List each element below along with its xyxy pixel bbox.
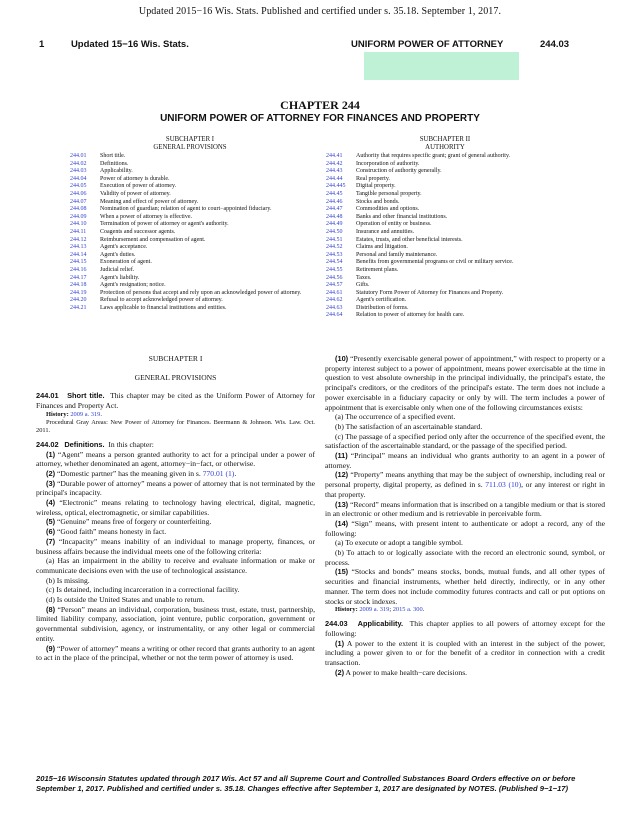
toc-section-link[interactable]: 244.10 [70,221,87,228]
definition-7c: (c) Is detained, including incarceration in a correctional facility. [46,585,240,595]
definition-7a: (a) Has an impairment in the ability to receive and evaluate information or make or communicate decisions even with the use of technological assistance. [36,556,315,575]
body-column-right [325,354,605,678]
toc-entry [70,237,315,245]
running-header-left [39,39,189,50]
section-number: 244.03 [325,619,348,629]
toc-section-link[interactable]: 244.43 [326,168,343,175]
toc-section-title: Power of attorney is durable. [100,175,170,182]
definition-text: “Principal” means an individual who grants authority to an agent in a power of attorney. [325,451,605,470]
toc-entry [326,229,576,237]
toc-section-link[interactable]: 244.54 [326,259,343,266]
body-column-left [36,354,315,663]
toc-entry [70,168,315,176]
definition-text: “Record” means information that is inscribed on a tangible medium or that is stored in an electronic or other medium and is retrievable in perceivable form. [325,499,605,519]
running-header-section: 244.03 [540,39,570,50]
toc-section-title: Relation to power of attorney for health care. [356,312,465,319]
toc-section-title: Agent's resignation; notice. [100,282,166,289]
definition-2: (2) “Domestic partner” has the meaning given in s. 770.01 (1). [46,468,237,478]
toc-section-title: Commodities and options. [356,206,420,213]
toc-section-title: Agent's certification. [356,297,407,304]
toc-sub2-title: SUBCHAPTER II [419,136,471,143]
toc-section-link[interactable]: 244.12 [70,236,87,243]
toc-entry [326,312,576,320]
definition-11 [325,451,605,470]
toc-entry [70,244,315,252]
applicability-text: A power to the extent it is coupled with an interest in the subject of the power, including a power given to or for the benefit of a creditor in connection with a credit transaction. [325,638,605,668]
history-label: History: [335,606,358,614]
annotation-note: Procedural Gray Areas: New Power of Attorney for Finances. Beermann & Johnson. Wis. Law. Oct. 2011. [36,418,315,434]
toc-section-title: Laws applicable to financial institutions and entities. [100,304,227,311]
definition-14a: (a) To execute or adopt a tangible symbol. [335,538,463,548]
section-number: 244.01 [36,391,59,401]
section-244-02 [36,440,315,450]
definition-7b: (b) Is missing. [46,575,90,585]
toc-section-title: Stocks and bonds. [356,198,400,205]
statute-link[interactable]: 711.03 (10) [485,480,522,490]
toc-entry [70,305,315,313]
definition-text: “Durable power of attorney” means a power of attorney that is not terminated by the principal's incapacity. [36,478,315,498]
toc-entry [70,259,315,267]
toc-section-link[interactable]: 244.06 [70,190,87,197]
highlight-box [364,52,519,80]
toc-section-link[interactable]: 244.20 [70,297,87,304]
toc-entry [70,221,315,229]
definition-text: “Good faith” means honesty in fact. [56,527,167,537]
toc-section-link[interactable]: 244.53 [326,251,343,258]
definition-text-tail: , or any interest or right in that property. [325,480,605,499]
sub-number: (2) [46,468,56,478]
toc-section-link[interactable]: 244.09 [70,213,87,220]
toc-sub1-title: SUBCHAPTER I [165,136,215,143]
toc-section-title: Distribution of forms. [356,304,409,311]
definition-text: “Power of attorney” means a writing or other record that grants authority to an agent to act in the place of the principal, whether or not the term power of attorney is used. [36,643,315,663]
section-title: Applicability. [357,619,404,629]
sub-number: (14) [335,518,349,528]
toc-section-title: Agent's duties. [100,251,136,258]
toc-section-title: Operation of entity or business. [356,221,432,228]
sub-number: (10) [335,354,349,363]
toc-entry [326,282,576,290]
toc-section-link[interactable]: 244.03 [70,168,87,175]
toc-entry [326,297,576,305]
top-banner: Updated 2015−16 Wis. Stats. Published and certified under s. 35.18. September 1, 2017. [138,6,502,17]
toc-section-title: Gifts. [356,282,370,289]
history-link[interactable]: 2015 a. 300 [392,606,423,614]
history-note: History: 2009 a. 319. [46,410,102,418]
toc-section-link[interactable]: 244.61 [326,289,343,296]
toc-section-title: Short title. [100,153,126,159]
definition-text: “Stocks and bonds” means stocks, bonds, mutual funds, and all other types of securities and financial instruments, whether held directly, indirectly, or in any other manner. The term does not include commodity futures contracts and call or put options on stocks or stock indexes. [325,567,605,606]
toc-section-link[interactable]: 244.16 [70,266,87,273]
definition-10b: (b) The satisfaction of an ascertainable standard. [335,421,483,431]
toc-section-title: Nomination of guardian; relation of agent to court−appointed fiduciary. [100,206,272,213]
definition-5 [36,517,315,527]
toc-section-link[interactable]: 244.55 [326,266,343,273]
toc-entry [326,153,576,161]
sub-number: (6) [46,527,56,537]
toc-list-subchapter-2 [326,153,576,320]
toc-entry [70,183,315,191]
toc-entry [326,237,576,245]
section-title: Short title. [67,391,105,401]
toc-section-link[interactable]: 244.11 [70,228,87,235]
toc-entry [326,275,576,283]
toc-section-title: Authority that requires specific grant; grant of general authority. [356,153,511,159]
toc-section-title: When a power of attorney is effective. [100,213,193,220]
definition-10 [325,354,605,412]
section-244-01 [36,391,315,410]
toc-section-link[interactable]: 244.41 [326,153,343,159]
history-link[interactable]: 2009 a. 319 [359,606,390,614]
toc-section-title: Estates, trusts, and other beneficial interests. [356,236,463,243]
sub-number: (12) [335,470,349,480]
toc-section-title: Refusal to accept acknowledged power of attorney. [100,297,223,304]
toc-section-title: Validity of power of attorney. [100,190,171,197]
sub-number: (7) [46,536,56,546]
sub-number: (1) [335,638,345,648]
toc-section-title: Digital property. [356,183,396,190]
toc-section-title: Taxes. [356,274,372,281]
definition-6 [36,527,315,537]
toc-section-title: Definitions. [100,160,129,167]
toc-section-title: Exoneration of agent. [100,259,152,266]
toc-section-link[interactable]: 244.63 [326,304,343,311]
toc-section-title: Tangible personal property. [356,190,422,197]
toc-entry [70,267,315,275]
toc-entry [326,206,576,214]
toc-section-title: Reimbursement and compensation of agent. [100,236,206,243]
definition-13 [325,500,605,519]
toc-entry [326,168,576,176]
section-title: Definitions. [64,439,105,449]
chapter-title: CHAPTER 244 [280,98,360,112]
sub-number: (3) [46,478,56,488]
toc-entry [326,267,576,275]
toc-section-link[interactable]: 244.44 [326,175,343,182]
toc-entry [70,206,315,214]
definition-15 [325,567,605,606]
definition-9 [36,644,315,663]
toc-section-title: Judicial relief. [100,266,135,273]
definition-12 [325,470,605,499]
definition-14 [325,519,605,538]
page-footer: 2015−16 Wisconsin Statutes updated through 2017 Wis. Act 57 and all Supreme Court and Controlled Substances Board Orders effective on or before September 1, 2017. Published and certified under s. 35.18. Changes effective after September 1, 2017 are designated by NOTES. (Published 9−1−17) [36,774,576,793]
definition-8 [36,605,315,644]
sub-number: (5) [46,517,56,527]
toc-entry [326,244,576,252]
definition-7d: (d) Is outside the United States and unable to return. [46,595,205,605]
definition-text: “Person” means an individual, corporation, business trust, estate, trust, partnership, limited liability company, association, joint venture, public corporation, government or governmental subdivision, agency, or instrumentality, or any other legal or commercial entity. [36,604,316,643]
section-text: This chapter may be cited as the Uniform Power of Attorney for Finances and Property Act. [36,391,316,411]
definition-3 [36,479,315,498]
definition-text: “Incapacity” means inability of an individual to manage property, finances, or business affairs because the individual meets one of the following criteria: [36,536,315,556]
toc-section-title: Coagents and successor agents. [100,228,176,235]
toc-entry [326,199,576,207]
sub-number: (15) [335,567,349,577]
toc-section-link[interactable]: 244.62 [326,297,343,304]
definition-text: “Presently exercisable general power of appointment,” with respect to property or a property interest subject to a power of appointment, means power exercisable at the time in question to vest absolute ownership in the principal individually, the principal's estate, the principal's creditors, or the creditors of the principal's estate. The term does not include a power exercisable in a fiduciary capacity or only by will. The term includes a power of appointment that is exercisable only when one of the following circumstances exists: [325,354,606,412]
toc-section-link[interactable]: 244.17 [70,274,87,281]
section-244-03 [325,619,605,638]
toc-entry [70,275,315,283]
section-text: This chapter applies to all powers of attorney except for the following: [325,619,605,638]
toc-section-title: Personal and family maintenance. [356,251,438,258]
toc-section-link[interactable]: 244.56 [326,274,343,281]
toc-section-link[interactable]: 244.13 [70,244,87,251]
history-link[interactable]: 2009 a. 319 [70,410,101,418]
toc-subchapter-1-heading [70,136,310,152]
definition-10c: (c) The passage of a specified period only after the occurrence of the specified event, the satisfaction of the ascertainable standard, or the passage of the specified period. [325,431,605,451]
toc-section-title: Statutory Form Power of Attorney for Finances and Property. [356,289,504,296]
definition-text: “Genuine” means free of forgery or counterfeiting. [56,517,212,527]
sub-number: (8) [46,604,56,614]
toc-section-title: Protection of persons that accept and rely upon an acknowledged power of attorney. [100,289,302,296]
toc-list-subchapter-1 [70,153,315,312]
definition-1 [36,450,315,469]
definition-text: “Agent” means a person granted authority to act for a principal under a power of attorney, whether denominated an agent, attorney−in−fact, or otherwise. [36,449,316,469]
toc-sub2-subtitle: AUTHORITY [425,144,465,151]
toc-entry [326,183,576,191]
definition-14b: (b) To attach to or logically associate with the record an electronic sound, symbol, or process. [325,548,605,567]
toc-section-link[interactable]: 244.18 [70,282,87,289]
toc-sub1-subtitle: GENERAL PROVISIONS [153,144,227,151]
toc-subchapter-2-heading [325,136,565,152]
applicability-1 [325,639,605,668]
toc-section-link[interactable]: 244.15 [70,259,87,266]
toc-section-link[interactable]: 244.07 [70,198,87,205]
sub-number: (11) [335,451,348,461]
toc-section-title: Banks and other financial institutions. [356,213,448,220]
toc-section-title: Construction of authority generally. [356,168,442,175]
toc-section-title: Execution of power of attorney. [100,183,177,190]
toc-section-title: Real property. [356,175,390,182]
subchapter-heading: SUBCHAPTER I [148,354,203,363]
toc-section-link[interactable]: 244.64 [326,312,343,319]
definition-7 [36,537,315,556]
toc-section-title: Termination of power of attorney or agent's authority. [100,221,229,228]
sub-number: (2) [335,667,345,677]
toc-section-link[interactable]: 244.42 [326,160,343,167]
toc-section-link[interactable]: 244.08 [70,206,87,213]
toc-section-title: Incorporation of authority. [356,160,420,167]
toc-entry [70,191,315,199]
sub-number: (1) [46,449,56,459]
toc-section-link[interactable]: 244.05 [70,183,87,190]
history-label: History: [46,410,69,418]
section-text: In this chapter: [108,439,154,449]
sub-number: (13) [335,499,349,509]
toc-entry [70,161,315,169]
page-number: 1 [39,39,45,50]
toc-section-link[interactable]: 244.48 [326,213,343,220]
sub-number: (4) [46,498,56,508]
definition-text: “Electronic” means relating to technology having electrical, digital, magnetic, wireless, optical, electromagnetic, or similar capabilities. [36,498,315,517]
toc-section-link[interactable]: 244.47 [326,206,343,213]
toc-section-link[interactable]: 244.45 [326,190,343,197]
definition-text: “Property” means anything that may be the subject of ownership, including real or personal property, digital property, as defined in s. [325,470,606,490]
toc-entry [70,282,315,290]
toc-section-link[interactable]: 244.02 [70,160,87,167]
toc-entry [70,297,315,305]
toc-entry [70,229,315,237]
history-note: History: 2009 a. 319; 2015 a. 300. [335,606,425,614]
toc-entry [326,221,576,229]
toc-section-title: Benefits from governmental programs or civil or military service. [356,259,514,266]
toc-section-link[interactable]: 244.51 [326,236,343,243]
toc-section-link[interactable]: 244.46 [326,198,343,205]
toc-section-link[interactable]: 244.57 [326,282,343,289]
toc-section-title: Applicability. [100,168,133,175]
toc-entry [326,176,576,184]
sub-number: (9) [46,643,56,653]
toc-section-title: Meaning and effect of power of attorney. [100,198,199,205]
toc-section-link[interactable]: 244.04 [70,175,87,182]
toc-section-link[interactable]: 244.01 [70,153,87,159]
toc-section-title: Agent's liability. [100,274,140,281]
toc-section-link[interactable]: 244.52 [326,244,343,251]
toc-section-title: Agent's acceptance. [100,244,148,251]
toc-section-title: Retirement plans. [356,266,399,273]
definition-text: “Domestic partner” has the meaning given in s. [56,468,201,478]
subchapter-subheading: GENERAL PROVISIONS [134,372,217,382]
toc-section-link[interactable]: 244.14 [70,251,87,258]
toc-section-link[interactable]: 244.445 [326,183,346,190]
definition-10a: (a) The occurrence of a specified event. [335,412,456,422]
toc-section-link[interactable]: 244.19 [70,289,87,296]
toc-section-link[interactable]: 244.50 [326,228,343,235]
toc-section-title: Claims and litigation. [356,244,408,251]
definition-text: “Sign” means, with present intent to authenticate or adopt a record, any of the following: [325,518,605,538]
toc-section-link[interactable]: 244.21 [70,304,87,311]
header-title: Updated 15−16 Wis. Stats. [70,39,189,50]
running-header-center: UNIFORM POWER OF ATTORNEY [351,39,504,50]
section-number: 244.02 [36,439,59,449]
toc-section-link[interactable]: 244.49 [326,221,343,228]
toc-entry [326,191,576,199]
toc-entry [326,259,576,267]
chapter-subtitle: UNIFORM POWER OF ATTORNEY FOR FINANCES AND PROPERTY [160,113,480,124]
statute-link[interactable]: 770.01 (1) [202,468,235,478]
applicability-2 [325,668,605,678]
toc-entry [70,153,315,161]
definition-4 [36,498,315,517]
toc-section-title: Insurance and annuities. [356,228,415,235]
applicability-text: A power to make health−care decisions. [345,667,468,677]
